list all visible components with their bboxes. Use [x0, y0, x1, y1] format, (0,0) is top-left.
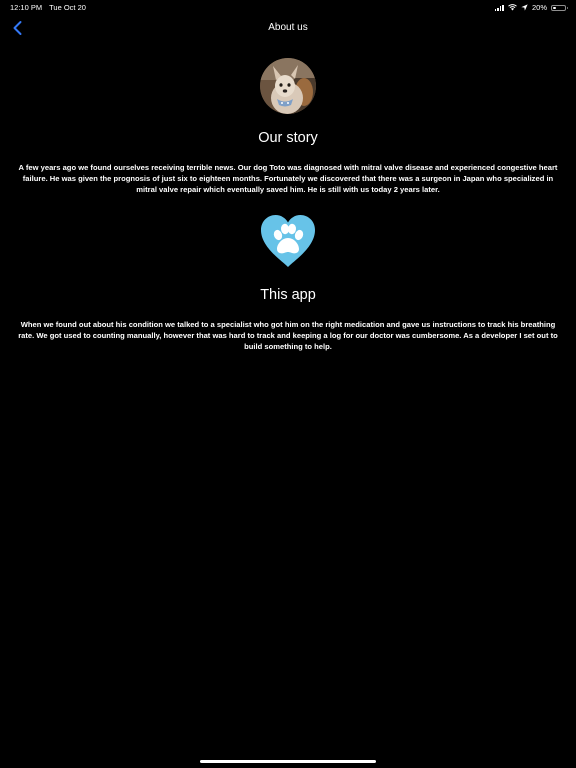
- battery-percent: 20%: [531, 3, 547, 12]
- status-left: [10, 3, 86, 12]
- app-body: When we found out about his condition we talked to a specialist who got him on the right medication and gave us instructions to track his breathing rate. We got used to counting manually, however that was hard to track and keeping a log for our doctor was cumbersome. As a developer I set out to build something to help.: [18, 320, 558, 351]
- paw-heart-icon: [259, 213, 317, 269]
- battery-icon: [551, 5, 566, 11]
- app-title: This app: [260, 287, 316, 303]
- about-content: [0, 58, 576, 352]
- navigation-bar: [0, 14, 576, 42]
- location-arrow-icon: [521, 4, 528, 11]
- status-bar: [0, 0, 576, 14]
- story-body: A few years ago we found ourselves receiving terrible news. Our dog Toto was diagnosed with mitral valve disease and experienced congestive heart failure. He was given the prognosis of just six to eighteen months. Fortunately we discovered that there was a surgeon in Japan who specialized in mitral valve repair which eventually saved him. He is still with us today 2 years later.: [18, 163, 558, 194]
- page-title: About us: [268, 22, 308, 33]
- dog-avatar: [260, 58, 316, 114]
- story-title: Our story: [258, 130, 318, 146]
- cellular-signal-icon: [495, 4, 504, 11]
- home-indicator[interactable]: [200, 760, 376, 763]
- dog-photo-illustration: [260, 58, 316, 114]
- wifi-icon: [508, 4, 517, 11]
- status-date: Tue Oct 20: [49, 3, 86, 12]
- status-time: 12:10 PM: [10, 3, 43, 12]
- status-right: [495, 3, 566, 12]
